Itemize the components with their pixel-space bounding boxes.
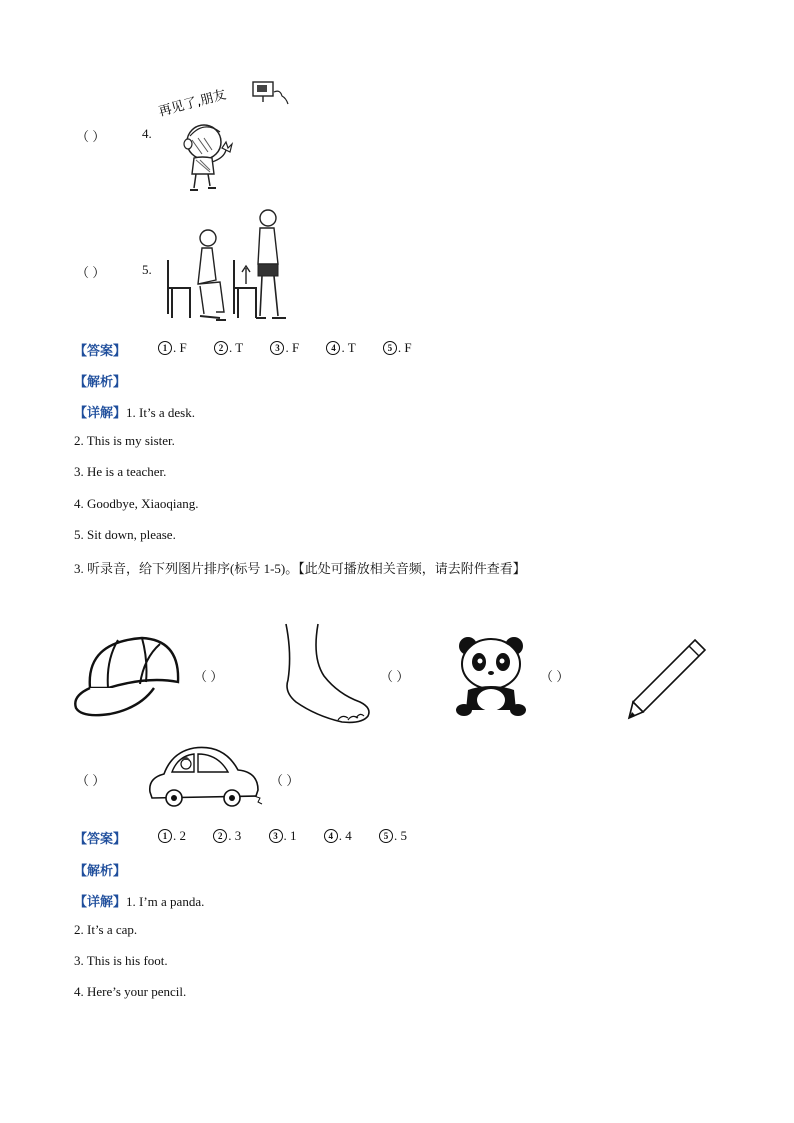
- q3-blank-5[interactable]: （ ）: [270, 773, 300, 788]
- q2-answer-1: 1 . F: [158, 340, 187, 356]
- q2-detail-line-4: 4. Goodbye, Xiaoqiang.: [74, 496, 199, 511]
- pic4-caption: 再见了,朋友: [157, 87, 228, 120]
- q3-title: 3. 听录音，给下列图片排序(标号 1-5)。【此处可播放相关音频，请去附件查看】: [74, 561, 526, 576]
- q3-answer-3: 3 . 1: [269, 828, 297, 844]
- q3-answer-list: [158, 828, 431, 844]
- q3-blank-3[interactable]: （ ）: [540, 669, 570, 684]
- q3-blank-1[interactable]: （ ）: [194, 669, 224, 684]
- q2-detail-tag: 【详解】: [74, 405, 127, 420]
- q3-answer-2: 2 . 3: [213, 828, 241, 844]
- q3-detail-line-4: 4. Here’s your pencil.: [74, 984, 187, 999]
- q3-blank-4[interactable]: （ ）: [76, 773, 106, 788]
- q3-detail-line-1: 【详解】1. I’m a panda.: [74, 894, 205, 909]
- q2-answer-3: 3 . F: [270, 340, 299, 356]
- q3-answer-1: 1 . 2: [158, 828, 186, 844]
- q2-analysis-tag: 【解析】: [74, 374, 127, 389]
- pencil-picture: [625, 636, 710, 721]
- q2-item4-number: 4.: [142, 126, 152, 141]
- q2-detail-line-2: 2. This is my sister.: [74, 433, 175, 448]
- q3-analysis-tag: 【解析】: [74, 863, 127, 878]
- panda-picture: [456, 634, 526, 716]
- sit-down-picture: [160, 208, 300, 328]
- car-picture: [146, 742, 264, 810]
- q3-answer-tag: 【答案】: [74, 831, 127, 846]
- q2-answer-4: 4 . T: [326, 340, 355, 356]
- boy-waving-picture: [150, 78, 300, 198]
- q2-answer-tag: 【答案】: [74, 343, 127, 358]
- q3-detail-tag: 【详解】: [74, 894, 127, 909]
- q2-answer-5: 5 . F: [383, 340, 412, 356]
- foot-picture: [276, 620, 376, 725]
- q3-detail-line-3: 3. This is his foot.: [74, 953, 168, 968]
- q2-item4-blank[interactable]: （ ）: [76, 129, 106, 144]
- cap-picture: [72, 630, 187, 720]
- q2-item5-number: 5.: [142, 262, 152, 277]
- q3-answer-5: 5 . 5: [379, 828, 407, 844]
- q3-answer-4: 4 . 4: [324, 828, 352, 844]
- q3-blank-2[interactable]: （ ）: [380, 669, 410, 684]
- q2-answer-2: 2 . T: [214, 340, 243, 356]
- q2-detail-line-5: 5. Sit down, please.: [74, 527, 176, 542]
- q3-detail-line-2: 2. It’s a cap.: [74, 922, 138, 937]
- q2-item5-blank[interactable]: （ ）: [76, 265, 106, 280]
- q2-answer-list: [158, 340, 436, 356]
- q2-detail-line-3: 3. He is a teacher.: [74, 464, 167, 479]
- q2-detail-line-1: 【详解】1. It’s a desk.: [74, 405, 195, 420]
